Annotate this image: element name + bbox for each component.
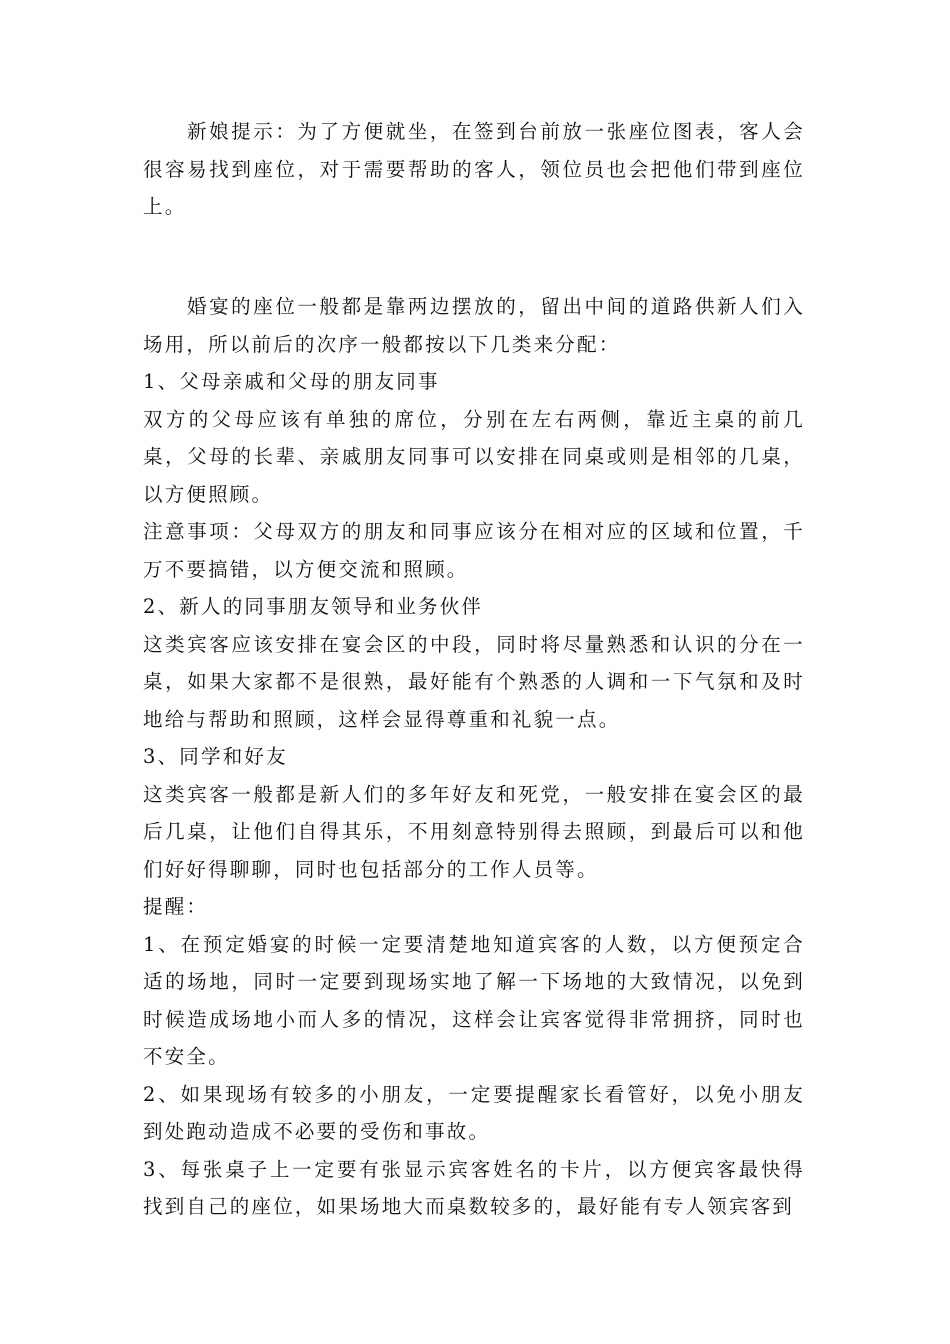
reminder-item-1: 1、在预定婚宴的时候一定要清楚地知道宾客的人数，以方便预定合适的场地，同时一定要到现场实地了解一下场地的大致情况，以免到时候造成场地小而人多的情况，这样会让宾客觉得非常拥挤，同时也不安全。 bbox=[143, 932, 805, 1068]
bride-tip-paragraph: 新娘提示：为了方便就坐，在签到台前放一张座位图表，客人会很容易找到座位，对于需要帮助的客人，领位员也会把他们带到座位上。 bbox=[143, 120, 805, 218]
intro-paragraph: 婚宴的座位一般都是靠两边摆放的，留出中间的道路供新人们入场用，所以前后的次序一般都按以下几类来分配： bbox=[143, 295, 805, 356]
section3-heading: 3、同学和好友 bbox=[143, 745, 288, 768]
section1-heading: 1、父母亲戚和父母的朋友同事 bbox=[143, 370, 440, 393]
section2-heading: 2、新人的同事朋友领导和业务伙伴 bbox=[143, 595, 484, 618]
section1-note: 注意事项：父母双方的朋友和同事应该分在相对应的区域和位置，千万不要搞错，以方便交流和照顾。 bbox=[143, 520, 805, 581]
section1-body: 双方的父母应该有单独的席位，分别在左右两侧，靠近主桌的前几桌，父母的长辈、亲戚朋友同事可以安排在同桌或则是相邻的几桌，以方便照顾。 bbox=[143, 407, 805, 506]
section2-body: 这类宾客应该安排在宴会区的中段，同时将尽量熟悉和认识的分在一桌，如果大家都不是很熟，最好能有个熟悉的人调和一下气氛和及时地给与帮助和照顾，这样会显得尊重和礼貌一点。 bbox=[143, 632, 805, 731]
seating-content bbox=[143, 288, 805, 1226]
reminder-item-3: 3、每张桌子上一定要有张显示宾客姓名的卡片，以方便宾客最快得找到自己的座位，如果场地大而桌数较多的，最好能有专人领宾客到 bbox=[143, 1157, 805, 1218]
section3-body: 这类宾客一般都是新人们的多年好友和死党，一般安排在宴会区的最后几桌，让他们自得其乐，不用刻意特别得去照顾，到最后可以和他们好好得聊聊，同时也包括部分的工作人员等。 bbox=[143, 782, 805, 881]
reminder-item-2: 2、如果现场有较多的小朋友，一定要提醒家长看管好，以免小朋友到处跑动造成不必要的受伤和事故。 bbox=[143, 1082, 805, 1143]
reminder-heading: 提醒： bbox=[143, 895, 209, 918]
